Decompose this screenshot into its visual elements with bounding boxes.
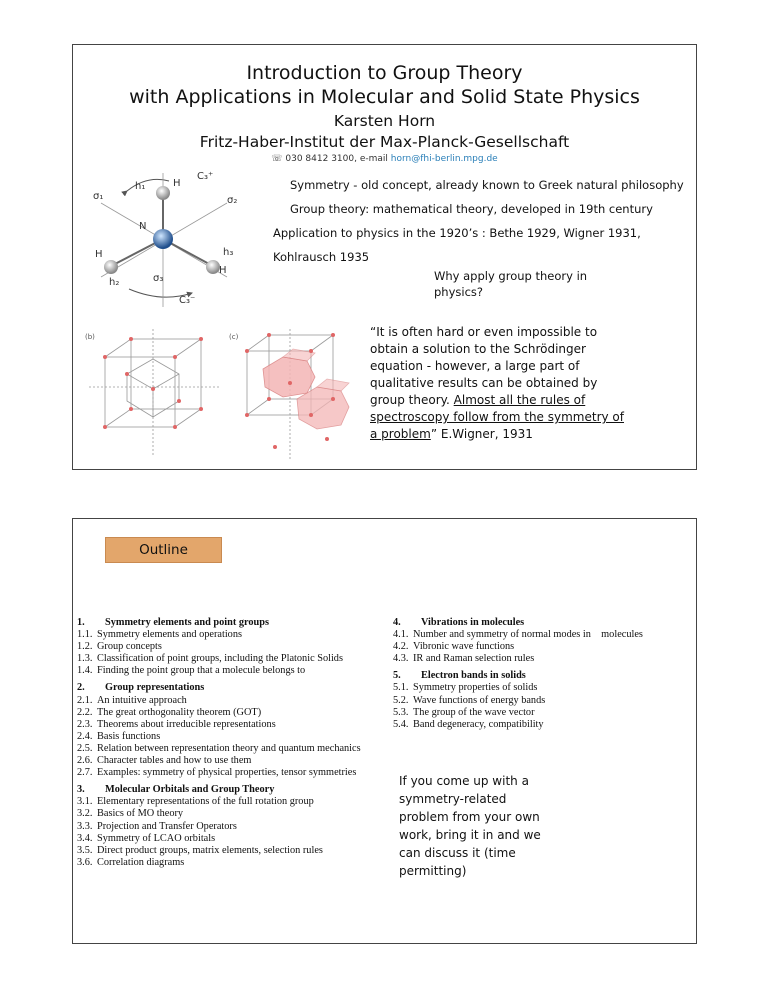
section-5-heading: 5. Electron bands in solids [393,670,526,682]
toc-item: 2.5. Relation between representation theory and quantum mechanics [77,742,361,754]
toc-item: 3.1. Elementary representations of the full rotation group [77,796,314,808]
author-name: Karsten Horn [333,112,436,130]
section-1-heading: 1. Symmetry elements and point groups [77,617,269,628]
why-question-line-1: Why apply group theory in [434,269,588,283]
why-question-line-2: physics? [434,285,483,299]
figure-label-c: (c) [229,333,239,341]
label-c3-plus: C₃⁺ [197,171,214,182]
label-h-right: H [219,265,227,276]
section-2-heading: 2. Group representations [77,682,205,694]
intro-line-2: Group theory: mathematical theory, developed in 19th century [290,202,653,216]
toc-item: 4.2. Vibronic wave functions [393,641,515,653]
section-4-heading: 4. Vibrations in molecules [393,617,525,628]
toc-item: 2.3. Theorems about irreducible representations [77,718,276,730]
institute-name: Fritz-Haber-Institut der Max-Planck-Gesellschaft [199,133,570,151]
toc-item: 2.1. An intuitive approach [77,694,187,706]
quote-underlined: Almost all the rules of spectroscopy follow from the symmetry of a problem [370,393,624,441]
label-h3: h₃ [223,247,234,258]
toc-item: 5.4. Band degeneracy, compatibility [393,718,544,730]
toc-item: 5.1. Symmetry properties of solids [393,682,538,694]
label-sigma1: σ₁ [93,191,104,202]
title-line-2: with Applications in Molecular and Solid State Physics [129,86,640,108]
toc-left-column [77,617,361,869]
toc-item: 2.7. Examples: symmetry of physical properties, tensor symmetries [77,767,357,779]
label-sigma3: σ₃ [153,273,164,284]
wigner-quote [370,324,625,443]
toc-item: 1.2. Group concepts [77,641,162,653]
hydrogen-atom-left [104,260,118,274]
slide-title [72,44,697,470]
label-n: N [139,221,147,232]
label-sigma2: σ₂ [227,195,238,206]
toc-item: 5.3. The group of the wave vector [393,706,535,718]
quote-part-1: “It is often hard or even impossible to obtain a solution to the Schrödinger equation - however, a large part of qualitative results can be obtained by group theory. [370,325,598,407]
discussion-note: If you come up with a symmetry-related problem from your own work, bring it in and we can discuss it (time permitting) [399,774,541,878]
label-c3-minus: C₃⁻ [179,295,196,306]
phone-number: ☏ 030 8412 3100, [271,154,357,164]
title-line-1: Introduction to Group Theory [246,62,523,84]
toc-right-column [393,617,643,731]
ammonia-symmetry-diagram [87,169,267,309]
email-label: e-mail [359,154,388,164]
hydrogen-atom-top [156,186,170,200]
nitrogen-atom [153,229,173,249]
toc-item: 5.2. Wave functions of energy bands [393,694,546,706]
toc-item: 2.2. The great orthogonality theorem (GOT) [77,706,262,718]
toc-item: 3.3. Projection and Transfer Operators [77,820,237,832]
toc-item: 1.3. Classification of point groups, including the Platonic Solids [77,653,343,665]
hydrogen-atom-right [206,260,220,274]
label-h-left: H [95,249,103,260]
toc-item: 2.6. Character tables and how to use them [77,755,252,767]
toc-item: 3.5. Direct product groups, matrix elements, selection rules [77,844,323,856]
label-h-top: H [173,178,181,189]
email-link[interactable]: horn@fhi-berlin.mpg.de [390,154,498,164]
toc-item: 1.1. Symmetry elements and operations [77,629,242,641]
quote-part-2: ” E.Wigner, 1931 [430,427,533,441]
toc-item: 1.4. Finding the point group that a molecule belongs to [77,665,306,677]
toc-item: 4.3. IR and Raman selection rules [393,653,535,665]
label-h2: h₂ [109,277,120,288]
intro-line-4: Kohlrausch 1935 [273,250,370,264]
toc-item: 3.6. Correlation diagrams [77,856,185,868]
label-h1: h₁ [135,181,146,192]
toc-item: 3.4. Symmetry of LCAO orbitals [77,832,216,844]
outline-tab: Outline [105,537,222,563]
intro-line-3: Application to physics in the 1920’s : Bethe 1929, Wigner 1931, [273,226,641,240]
intro-line-1: Symmetry - old concept, already known to Greek natural philosophy [290,178,684,192]
slide-outline [72,518,697,944]
toc-item: 4.1. Number and symmetry of normal modes in molecules [393,629,643,641]
contact-line [73,154,696,164]
toc-item: 2.4. Basis functions [77,730,161,742]
figure-label-b: (b) [85,333,95,341]
toc-item: 3.2. Basics of MO theory [77,808,184,820]
brillouin-zone-figures [79,329,369,467]
section-3-heading: 3. Molecular Orbitals and Group Theory [77,784,275,796]
